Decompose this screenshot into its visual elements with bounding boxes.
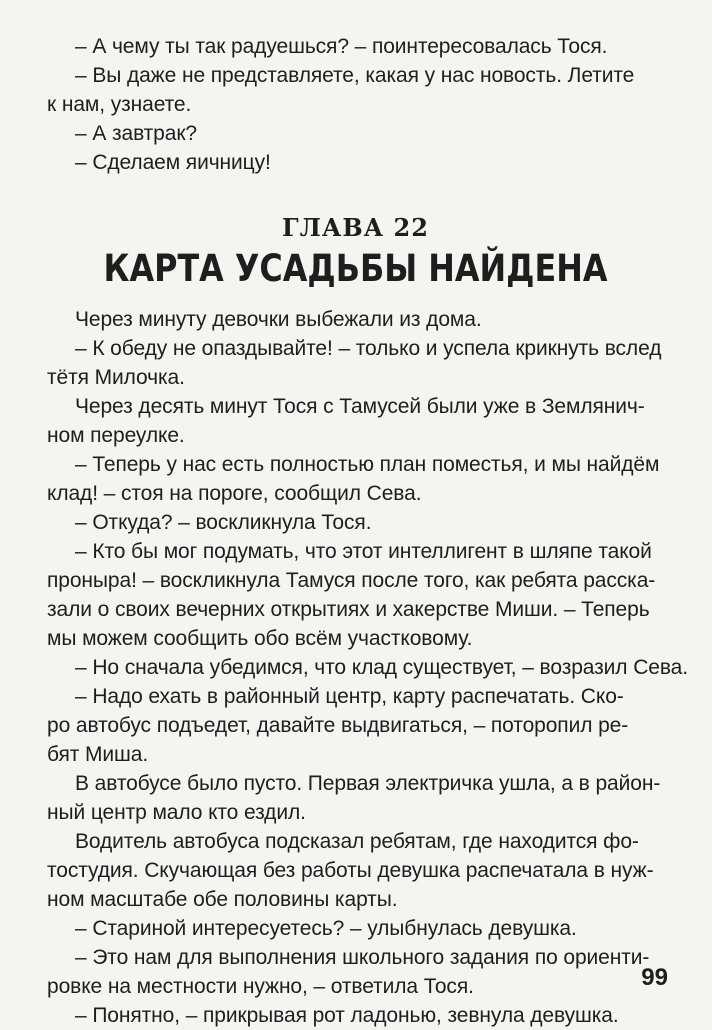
text-line: Через десять минут Тося с Тамусей были уже в Землянич- bbox=[75, 395, 645, 418]
text-line: – Кто бы мог подумать, что этот интеллигент в шляпе такой bbox=[75, 540, 652, 563]
text-line: ро автобус подъедет, давайте выдвигаться, – поторопил ре- bbox=[47, 714, 629, 737]
paragraph bbox=[75, 148, 664, 177]
text-before-chapter bbox=[47, 32, 664, 177]
text-line: – К обеду не опаздывайте! – только и успела крикнуть вслед bbox=[75, 337, 662, 360]
paragraph bbox=[75, 32, 664, 61]
paragraph bbox=[47, 537, 664, 653]
text-line: тостудия. Скучающая без работы девушка распечатала в нуж- bbox=[47, 859, 654, 882]
text-line: ном масштабе обе половины карты. bbox=[47, 888, 398, 911]
text-line: – Это нам для выполнения школьного задания по ориенти- bbox=[75, 946, 650, 969]
chapter-body-text bbox=[47, 305, 688, 1030]
text-line: – Понятно, – прикрывая рот ладонью, зевнула девушка. bbox=[75, 1004, 619, 1027]
text-line: – Вы даже не представляете, какая у нас новость. Летите bbox=[75, 64, 635, 87]
paragraph bbox=[47, 943, 664, 1001]
page-number: 99 bbox=[641, 964, 668, 991]
text-line: мы можем сообщить обо всём участковому. bbox=[47, 627, 473, 650]
paragraph bbox=[75, 653, 688, 682]
text-line: к нам, узнаете. bbox=[47, 93, 192, 116]
text-line: Через минуту девочки выбежали из дома. bbox=[75, 308, 482, 331]
paragraph bbox=[47, 450, 664, 508]
paragraph bbox=[75, 914, 664, 943]
text-line: проныра! – воскликнула Тамуся после того, как ребята расска- bbox=[47, 569, 656, 592]
text-line: ном переулке. bbox=[47, 424, 185, 447]
text-line: бят Миша. bbox=[47, 743, 149, 766]
paragraph bbox=[47, 61, 664, 119]
text-line: – Теперь у нас есть полностью план поместья, и мы найдём bbox=[75, 453, 660, 476]
text-line: – А чему ты так радуешься? – поинтересовалась Тося. bbox=[75, 35, 608, 58]
text-line: – Но сначала убедимся, что клад существует, – возразил Сева. bbox=[75, 656, 688, 679]
paragraph bbox=[75, 119, 664, 148]
paragraph bbox=[47, 682, 664, 769]
text-line: ный центр мало кто ездил. bbox=[47, 801, 306, 824]
paragraph bbox=[75, 1001, 664, 1030]
text-line: тётя Милочка. bbox=[47, 366, 185, 389]
text-line: В автобусе было пусто. Первая электричка ушла, а в район- bbox=[75, 772, 661, 795]
paragraph bbox=[47, 827, 664, 914]
text-line: – Сделаем яичницу! bbox=[75, 151, 271, 174]
chapter-label: ГЛАВА 22 bbox=[282, 213, 429, 242]
paragraph bbox=[47, 334, 664, 392]
paragraph bbox=[75, 305, 664, 334]
chapter-title: КАРТА УСАДЬБЫ НАЙДЕНА bbox=[103, 247, 608, 290]
text-line: – А завтрак? bbox=[75, 122, 198, 145]
paragraph bbox=[75, 508, 664, 537]
text-line: – Откуда? – воскликнула Тося. bbox=[75, 511, 372, 534]
text-line: – Надо ехать в районный центр, карту распечатать. Ско- bbox=[75, 685, 624, 708]
text-line: – Стариной интересуетесь? – улыбнулась девушка. bbox=[75, 917, 577, 940]
paragraph bbox=[47, 392, 664, 450]
paragraph bbox=[47, 769, 664, 827]
text-line: Водитель автобуса подсказал ребятам, где находится фо- bbox=[75, 830, 639, 853]
text-line: ровке на местности нужно, – ответила Тося. bbox=[47, 975, 474, 998]
text-line: зали о своих вечерних открытиях и хакерстве Миши. – Теперь bbox=[47, 598, 650, 621]
text-line: клад! – стоя на пороге, сообщил Сева. bbox=[47, 482, 422, 505]
